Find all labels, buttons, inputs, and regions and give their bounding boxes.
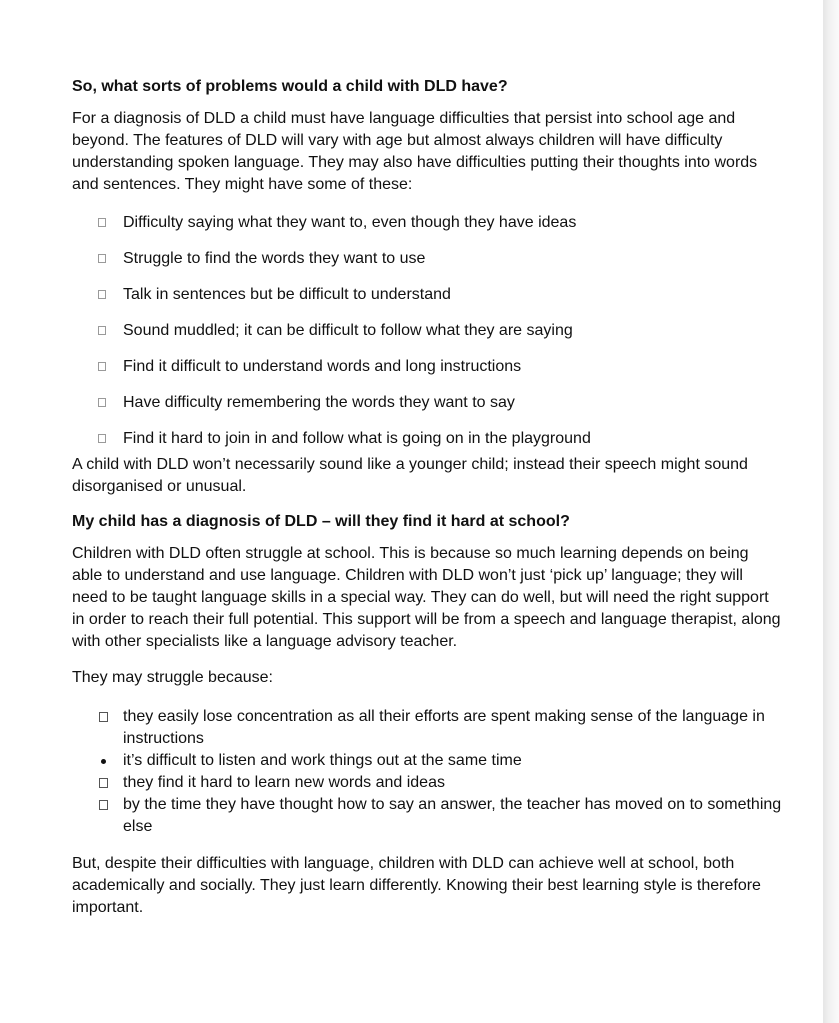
list-item (72, 320, 782, 356)
checkbox-bullet-icon (98, 218, 106, 227)
page-edge (823, 0, 839, 1023)
list-item (72, 212, 782, 248)
list-item-text: they find it hard to learn new words and ideas (123, 774, 445, 791)
list-item-text: Have difficulty remembering the words they want to say (123, 394, 515, 411)
checkbox-bullet-icon (98, 434, 106, 443)
list-item-text: by the time they have thought how to say an answer, the teacher has moved on to something else (123, 796, 782, 835)
list-item-text: Struggle to find the words they want to use (123, 250, 426, 267)
section1-intro: For a diagnosis of DLD a child must have language difficulties that persist into school age and beyond. The features of DLD will vary with age but almost always children will have difficulty understanding spoken language. They may also have difficulties putting their thoughts into words and sentences. They might have some of these: (72, 110, 758, 193)
checkbox-bullet-icon (99, 800, 108, 810)
list-item (72, 750, 782, 772)
list-item-text: Talk in sentences but be difficult to understand (123, 286, 451, 303)
list-item (72, 428, 782, 454)
section2-closing: But, despite their difficulties with language, children with DLD can achieve well at school, both academically and socially. They just learn differently. Knowing their best learning style is therefore important. (72, 855, 761, 916)
document-content (72, 76, 782, 919)
checkbox-bullet-icon (99, 778, 108, 788)
section2-lead: They may struggle because: (72, 669, 273, 686)
list-item (72, 706, 782, 750)
list-item (72, 772, 782, 794)
section2-heading: My child has a diagnosis of DLD – will they find it hard at school? (72, 513, 570, 530)
list-item-text: Find it hard to join in and follow what is going on in the playground (123, 430, 591, 447)
section1-heading: So, what sorts of problems would a child with DLD have? (72, 78, 508, 95)
checkbox-bullet-icon (98, 290, 106, 299)
bullet-dot-icon (101, 759, 106, 764)
list-item-text: it’s difficult to listen and work things out at the same time (123, 752, 522, 769)
list-item-text: Sound muddled; it can be difficult to follow what they are saying (123, 322, 573, 339)
checkbox-bullet-icon (99, 712, 108, 722)
checkbox-bullet-icon (98, 326, 106, 335)
struggles-list (72, 706, 782, 838)
checkbox-bullet-icon (98, 254, 106, 263)
checkbox-bullet-icon (98, 362, 106, 371)
list-item (72, 794, 782, 838)
list-item (72, 392, 782, 428)
list-item (72, 284, 782, 320)
section2-intro: Children with DLD often struggle at school. This is because so much learning depends on being able to understand and use language. Children with DLD won’t just ‘pick up’ language; they will need to be taught language skills in a special way. They can do well, but will need the right support in order to reach their full potential. This support will be from a speech and language therapist, along with other specialists like a language advisory teacher. (72, 545, 781, 650)
list-item-text: Difficulty saying what they want to, even though they have ideas (123, 214, 577, 231)
list-item-text: they easily lose concentration as all their efforts are spent making sense of the language in instructions (123, 708, 765, 747)
problems-list (72, 212, 782, 454)
list-item-text: Find it difficult to understand words and long instructions (123, 358, 522, 375)
checkbox-bullet-icon (98, 398, 106, 407)
list-item (72, 248, 782, 284)
section1-closing: A child with DLD won’t necessarily sound like a younger child; instead their speech might sound disorganised or unusual. (72, 456, 748, 495)
list-item (72, 356, 782, 392)
